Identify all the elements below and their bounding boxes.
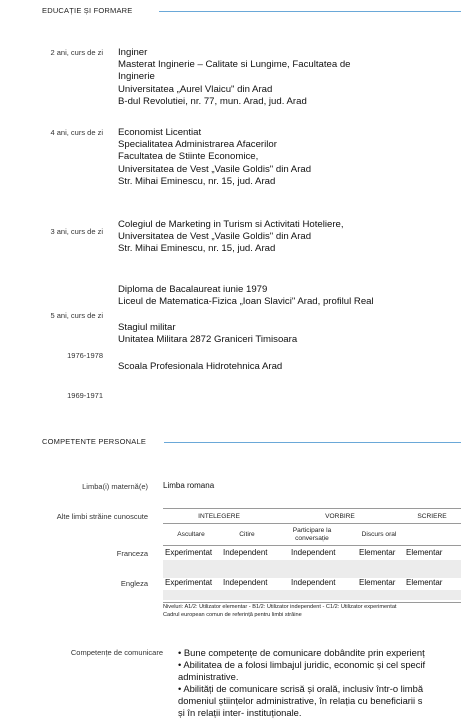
- table-rule: [163, 602, 461, 603]
- education-entry-line: Inginer: [118, 47, 148, 58]
- education-entry-details: [118, 47, 351, 108]
- table-rule: [163, 523, 461, 524]
- section-title-competences: COMPETENTE PERSONALE: [42, 437, 147, 446]
- table-row-shading: [163, 560, 461, 578]
- education-entry-duration: 2 ani, curs de zi: [50, 48, 103, 57]
- education-entry-line: Colegiul de Marketing in Turism si Activitati Hoteliere,: [118, 219, 344, 230]
- table-rule: [163, 508, 461, 509]
- education-entry-line: Facultatea de Stiinte Economice,: [118, 151, 259, 163]
- education-entry-line: Scoala Profesionala Hidrotehnica Arad: [118, 361, 283, 372]
- table-group-header: INTELEGERE: [198, 513, 240, 520]
- list-item: și în relații inter- instituționale.: [178, 707, 302, 718]
- education-entry-line: Liceul de Matematica-Fizica „Ioan Slavici" Arad, profilul Real: [118, 296, 374, 308]
- table-group-header: SCRIERE: [417, 513, 447, 520]
- education-entry-details: [118, 127, 311, 188]
- table-subheader: Participare la conversație: [292, 527, 332, 542]
- education-entry-line: Inginerie: [118, 71, 155, 83]
- table-note-line: Niveluri: A1/2: Utilizator elementar - B1/2: Utilizator independent - C1/2: Utilizator experimentat: [163, 604, 397, 610]
- education-entry-details: [118, 322, 297, 346]
- mother-tongue-value: Limba romana: [163, 481, 215, 490]
- table-subheader: Citire: [239, 531, 255, 538]
- education-entry-line: Unitatea Militara 2872 Graniceri Timisoara: [118, 334, 298, 346]
- language-level: Independent: [223, 548, 268, 557]
- education-entry-line: Masterat Inginerie – Calitate si Lungime, Facultatea de: [118, 59, 351, 71]
- language-table: [163, 508, 461, 616]
- language-level: Independent: [291, 548, 336, 557]
- communication-label: Competențe de comunicare: [70, 648, 163, 657]
- section-divider-education: [159, 11, 461, 12]
- table-group-header: VORBIRE: [325, 513, 355, 520]
- education-entry-details: [118, 284, 374, 308]
- foreign-languages-label: Alte limbi străine cunoscute: [56, 512, 148, 521]
- education-entry-duration: 5 ani, curs de zi: [50, 311, 103, 320]
- education-entry-line: Diploma de Bacalaureat iunie 1979: [118, 284, 268, 295]
- education-entry-duration: 1976-1978: [67, 351, 103, 360]
- list-item: administrative.: [178, 671, 239, 682]
- list-item: • Abilitatea de a folosi limbajul juridic, economic și cel specif: [178, 659, 426, 670]
- education-entry-duration: 4 ani, curs de zi: [50, 128, 103, 137]
- table-subheader: Ascultare: [177, 531, 205, 538]
- language-name: Engleza: [120, 579, 148, 588]
- table-subheader: Discurs oral: [361, 531, 397, 538]
- language-level: Elementar: [406, 578, 443, 587]
- language-name: Franceza: [116, 549, 148, 558]
- education-entry-line: Specialitatea Administrarea Afacerilor: [118, 139, 277, 151]
- section-divider-competences: [164, 442, 461, 443]
- education-entry-line: Str. Mihai Eminescu, nr. 15, jud. Arad: [118, 243, 276, 255]
- language-level: Elementar: [359, 578, 396, 587]
- language-level: Independent: [291, 578, 336, 587]
- list-item: • Abilități de comunicare scrisă și orală, inclusiv într-o limbă: [178, 683, 424, 694]
- language-level: Independent: [223, 578, 268, 587]
- education-entry-details: [118, 219, 344, 256]
- education-entry-details: [118, 361, 282, 373]
- education-entry-duration: 1969-1971: [67, 391, 103, 400]
- education-entry-line: Universitatea „Aurel Vlaicu" din Arad: [118, 83, 273, 95]
- table-row-shading: [163, 590, 461, 600]
- list-item: domeniul științelor administrative, în relația cu beneficiarii s: [178, 695, 423, 706]
- mother-tongue-label: Limba(i) maternă(e): [82, 482, 148, 491]
- language-level: Elementar: [406, 548, 443, 557]
- education-entry-line: Stagiul militar: [118, 322, 176, 333]
- language-level: Experimentat: [165, 548, 213, 557]
- table-note-line: Cadrul european comun de referință pentru limbi străine: [163, 611, 302, 618]
- education-entry-line: B-dul Revolutiei, nr. 77, mun. Arad, jud. Arad: [118, 95, 307, 107]
- education-entry-duration: 3 ani, curs de zi: [50, 227, 103, 236]
- table-notes: [163, 604, 397, 619]
- language-level: Experimentat: [165, 578, 213, 587]
- education-entry-line: Str. Mihai Eminescu, nr. 15, jud. Arad: [118, 175, 276, 187]
- table-rule: [163, 545, 461, 546]
- list-item: • Bune competențe de comunicare dobândite prin experienț: [178, 647, 425, 658]
- language-level: Elementar: [359, 548, 396, 557]
- education-entry-line: Universitatea de Vest „Vasile Goldis" din Arad: [118, 231, 312, 243]
- education-entry-line: Universitatea de Vest „Vasile Goldis" din Arad: [118, 163, 312, 175]
- section-title-education: EDUCAȚIE ȘI FORMARE: [42, 6, 133, 15]
- education-entry-line: Economist Licentiat: [118, 127, 202, 138]
- communication-list: [178, 647, 425, 719]
